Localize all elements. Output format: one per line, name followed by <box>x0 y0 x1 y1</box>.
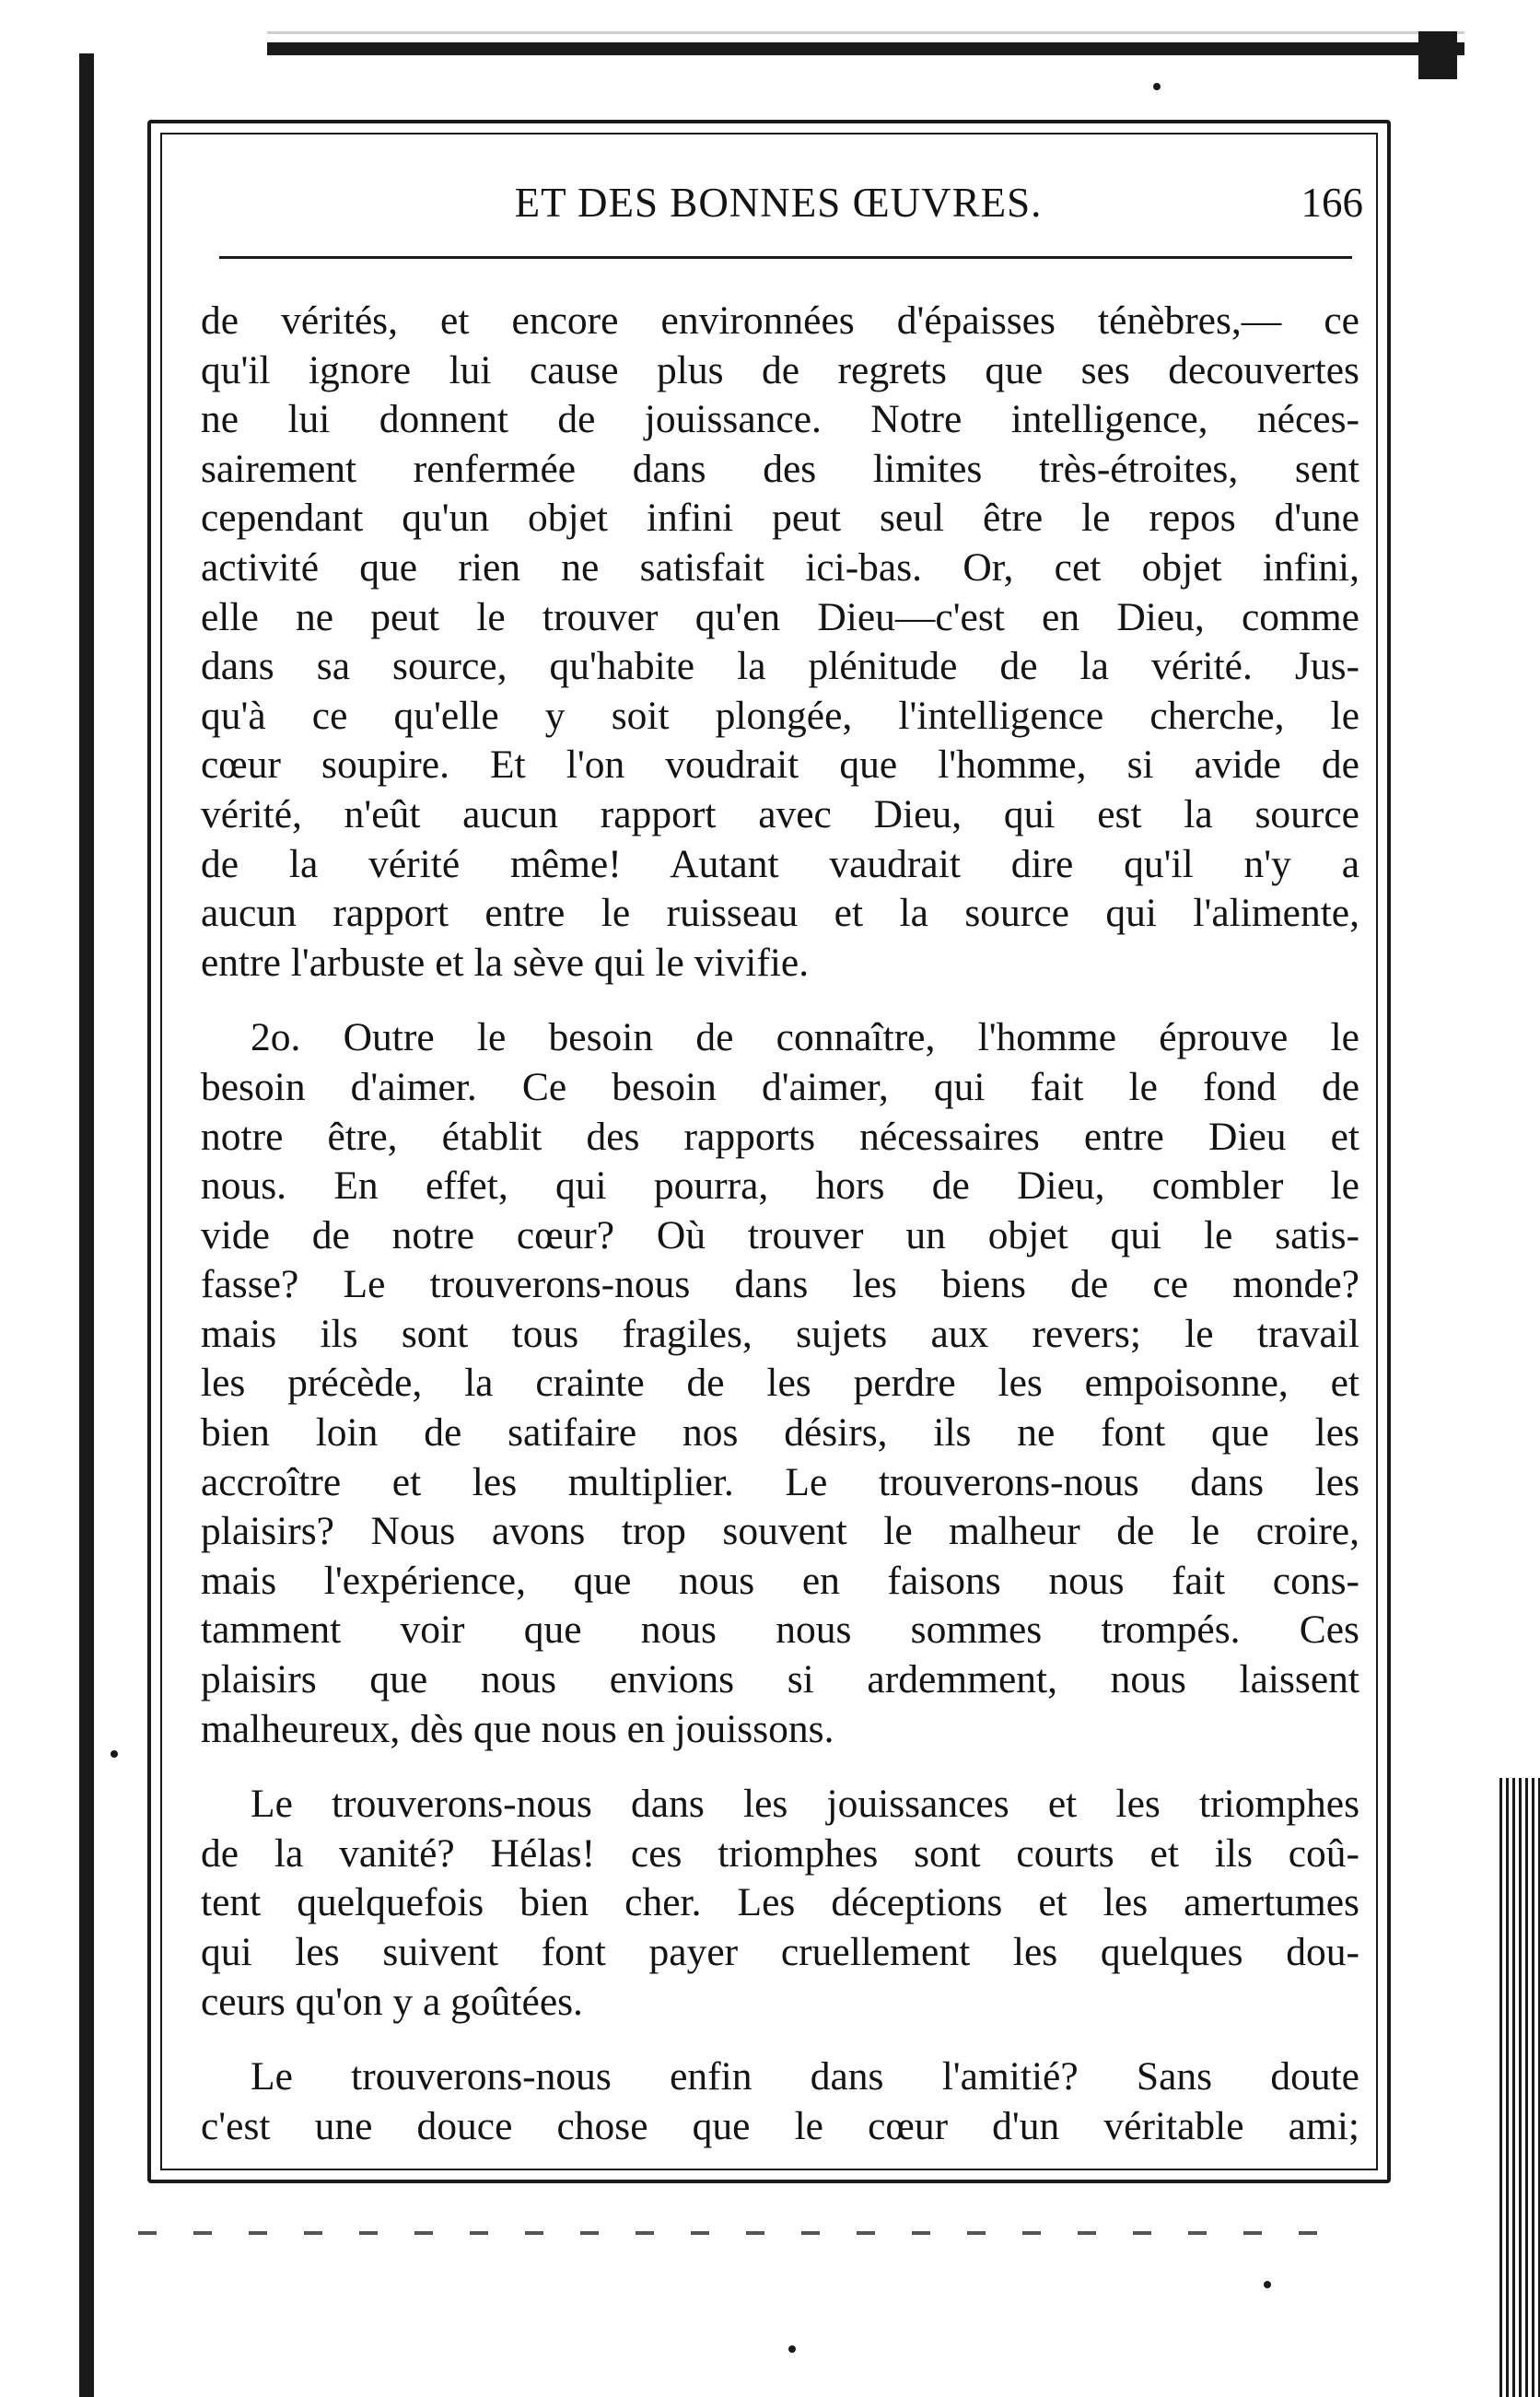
text-line: mais l'expérience, que nous en faisons nous fait cons- <box>201 1558 1359 1603</box>
text-line: plaisirs que nous envions si ardemment, nous laissent <box>201 1657 1359 1702</box>
text-line: de vérités, et encore environnées d'épaisses ténèbres,— ce <box>201 298 1359 343</box>
text-line: ne lui donnent de jouissance. Notre intelligence, néces- <box>201 397 1359 442</box>
text-line: Le trouverons-nous enfin dans l'amitié? Sans doute <box>251 2054 1359 2099</box>
text-line: c'est une douce chose que le cœur d'un véritable ami; <box>201 2103 1359 2148</box>
text-line: vérité, n'eût aucun rapport avec Dieu, qui est la source <box>201 791 1359 836</box>
text-line: qu'à ce qu'elle y soit plongée, l'intelligence cherche, le <box>201 693 1359 738</box>
text-line: cœur soupire. Et l'on voudrait que l'homme, si avide de <box>201 742 1359 788</box>
scan-speck <box>1264 2281 1271 2288</box>
text-line: dans sa source, qu'habite la plénitude de la vérité. Jus- <box>201 644 1359 689</box>
paragraph-gap <box>201 1754 1359 1780</box>
paragraph-gap <box>201 988 1359 1013</box>
text-line: bien loin de satifaire nos désirs, ils ne font que les <box>201 1410 1359 1456</box>
text-line: qu'il ignore lui cause plus de regrets que ses decouvertes <box>201 347 1359 392</box>
text-line: activité que rien ne satisfait ici-bas. Or, cet objet infini, <box>201 544 1359 590</box>
text-line: aucun rapport entre le ruisseau et la source qui l'alimente, <box>201 891 1359 936</box>
text-line: qui les suivent font payer cruellement les quelques dou- <box>201 1930 1359 1974</box>
text-line: ceurs qu'on y a goûtées. <box>201 1979 583 2024</box>
scan-top-rule-cap <box>1418 31 1457 79</box>
text-line: 2o. Outre le besoin de connaître, l'homme éprouve le <box>251 1015 1359 1060</box>
scan-bottom-specks <box>138 2231 1345 2235</box>
paragraph-3 <box>201 1780 1359 2027</box>
scan-left-edge <box>79 53 94 2397</box>
running-head <box>193 173 1363 240</box>
text-line: nous. En effet, qui pourra, hors de Dieu, combler le <box>201 1163 1359 1209</box>
paragraph-4 <box>201 2052 1359 2151</box>
text-line: malheureux, dès que nous en jouissons. <box>201 1706 834 1751</box>
paragraph-gap <box>201 2027 1359 2052</box>
text-line: sairement renfermée dans des limites très-étroites, sent <box>201 446 1359 491</box>
paragraph-1 <box>201 297 1359 988</box>
text-line: tamment voir que nous nous sommes trompés. Ces <box>201 1608 1359 1653</box>
paragraph-2 <box>201 1013 1359 1754</box>
text-line: elle ne peut le trouver qu'en Dieu—c'est en Dieu, comme <box>201 594 1359 639</box>
scan-speck <box>788 2345 796 2353</box>
text-line: cependant qu'un objet infini peut seul être le repos d'une <box>201 496 1359 541</box>
text-line: les précède, la crainte de les perdre les empoisonne, et <box>201 1361 1359 1406</box>
text-line: accroître et les multiplier. Le trouverons-nous dans les <box>201 1459 1359 1504</box>
text-line: notre être, établit des rapports nécessaires entre Dieu et <box>201 1114 1359 1159</box>
scan-right-edge <box>1499 1778 1540 2397</box>
text-line: vide de notre cœur? Où trouver un objet qui le satis- <box>201 1212 1359 1257</box>
scan-speck <box>1153 83 1161 90</box>
running-head-title: ET DES BONNES ŒUVRES. <box>514 180 1043 226</box>
text-line: de la vérité même! Autant vaudrait dire qu'il n'y a <box>201 841 1359 886</box>
text-line: de la vanité? Hélas! ces triomphes sont courts et ils coû- <box>201 1830 1359 1876</box>
text-line: plaisirs? Nous avons trop souvent le malheur de le croire, <box>201 1509 1359 1554</box>
scan-top-rule <box>267 31 1464 55</box>
text-line: fasse? Le trouverons-nous dans les biens de ce monde? <box>201 1262 1359 1307</box>
page-number: 166 <box>1301 180 1363 226</box>
text-line: mais ils sont tous fragiles, sujets aux revers; le travail <box>201 1311 1359 1356</box>
header-rule <box>219 256 1352 259</box>
text-line: besoin d'aimer. Ce besoin d'aimer, qui fait le fond de <box>201 1064 1359 1109</box>
scan-speck <box>111 1750 118 1758</box>
text-line: tent quelquefois bien cher. Les déceptions et les amertumes <box>201 1880 1359 1925</box>
text-line: Le trouverons-nous dans les jouissances et les triomphes <box>251 1782 1359 1827</box>
text-body <box>201 297 1359 2151</box>
text-line: entre l'arbuste et la sève qui le vivifie. <box>201 940 810 985</box>
